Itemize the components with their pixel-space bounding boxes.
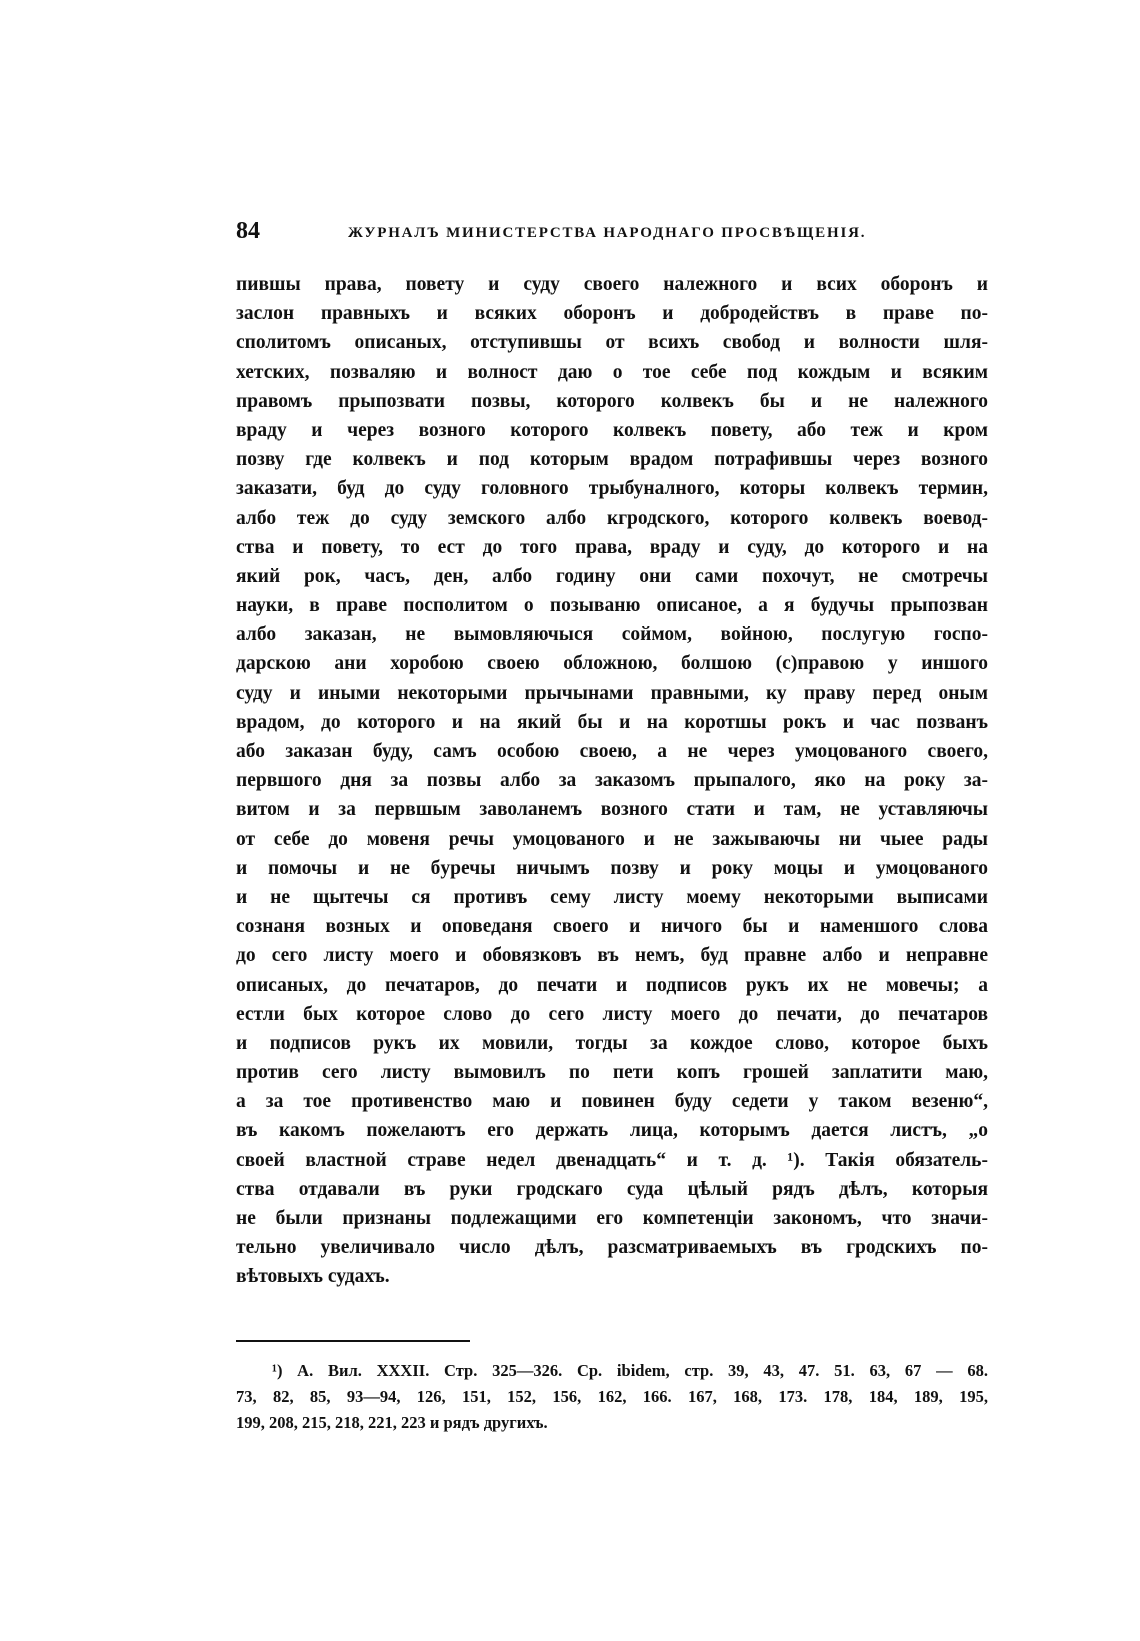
footnote-divider [236,1340,470,1342]
text-line: заслон правныхъ и всяких оборонъ и добродействъ в праве по- [236,303,988,325]
text-line: албо теж до суду земского албо кгродского, которого колвекъ воевод- [236,507,988,529]
text-line: правомъ прыпозвати позвы, которого колвекъ бы и не належного [236,390,988,412]
main-text [236,270,988,1292]
text-line: а за тое противенство маю и повинен буду седети у таком везеню“, [236,1091,988,1113]
text-line: витом и за первшым заволанемъ возного стати и там, не уставляючы [236,799,988,821]
footnotes [236,1358,988,1436]
text-line: первшого дня за позвы албо за заказомъ прыпалого, яко на року за- [236,770,988,792]
page-header [236,216,988,250]
text-line: ства отдавали въ руки гродскаго суда цѣлый рядъ дѣлъ, которыя [236,1178,988,1200]
text-line: сполитомъ описаных, отступившы от всихъ свобод и волности шля- [236,332,988,354]
text-line: от себе до мовеня речы умоцованого и не зажываючы ни чыее рады [236,828,988,850]
page-number: 84 [236,218,260,244]
text-line: и помочы и не бyречы ничымъ позву и року моцы и умоцованого [236,857,988,879]
text-line: описаных, до печатаров, до печати и подписов рукъ их не мовечы; а [236,974,988,996]
text-line: своей властной страве недел двенадцать“ и т. д. ¹). Такія обязатель- [236,1149,988,1171]
text-line: ства и повету, то ест до того права, враду и суду, до которого и на [236,536,988,558]
text-line: врадом, до которого и на який бы и на коротшы рокъ и час позванъ [236,711,988,733]
footnote-line: ¹) А. Вил. XXXII. Стр. 325—326. Ср. ibidem, стр. 39, 43, 47. 51. 63, 67 — 68. [272,1361,988,1380]
text-line: албо заказан, не вымовляючыся соймом, войною, послугую госпо- [236,624,988,646]
text-line: естли бых которое слово до сего листу моего до печати, до печатаров [236,1003,988,1025]
text-line: против сего листу вымовилъ по пети копъ грошей заплатити маю, [236,1062,988,1084]
text-line: заказати, буд до суду головного трыбуналного, которы колвекъ термин, [236,478,988,500]
text-line: дарскою ани хоробою своею обложною, болшою (с)правою у иншого [236,653,988,675]
text-line: враду и через возного которого колвекъ повету, або теж и кром [236,419,988,441]
text-line: не были признаны подлежащими его компетенціи закономъ, что значи- [236,1208,988,1229]
footnote-line: 73, 82, 85, 93—94, 126, 151, 152, 156, 162, 166. 167, 168, 173. 178, 184, 189, 195, [236,1387,988,1406]
text-line: пившы права, повету и суду своего належного и всих оборонъ и [236,274,988,295]
running-title: ЖУРНАЛЪ МИНИСТЕРСТВА НАРОДНАГО ПРОСВѢЩЕНІЯ. [348,225,867,241]
text-line: тельно увеличивало число дѣлъ, разсматриваемыхъ въ гродскихъ по- [236,1237,988,1259]
text-line: и подписов рукъ их мовили, тогды за кождое слово, которое быхъ [236,1032,988,1054]
text-line: науки, в праве посполитом о позываню описаное, а я будучы прыпозван [236,595,988,617]
text-line: сознаня возных и оповеданя своего и ничого бы и наменшого слова [236,916,988,938]
text-line: або заказан буду, самъ особою своею, а не через умоцованого своего, [236,741,988,762]
text-line: и не щытечы ся противъ сему листу моему некоторыми выписами [236,886,988,908]
text-line: позву где колвекъ и под которым врадом потрафившы через возного [236,449,988,471]
text-line: який рок, часъ, ден, албо годину они сами похочут, не смотречы [236,565,988,587]
text-line: до сего листу моего и обовязковъ въ немъ, буд правне албо и неправне [236,945,988,967]
footnote-line: 199, 208, 215, 218, 221, 223 и рядъ другихъ. [236,1413,548,1432]
text-line: вѣтовыхъ судахъ. [236,1266,390,1288]
text-line: въ какомъ пожелаютъ его держать лица, которымъ дается листъ, „о [236,1120,988,1142]
text-line: суду и иными некоторыми прычынами правными, ку праву перед оным [236,682,988,704]
text-line: хетских, позваляю и волност даю о тое себе под кождым и всяким [236,361,988,383]
